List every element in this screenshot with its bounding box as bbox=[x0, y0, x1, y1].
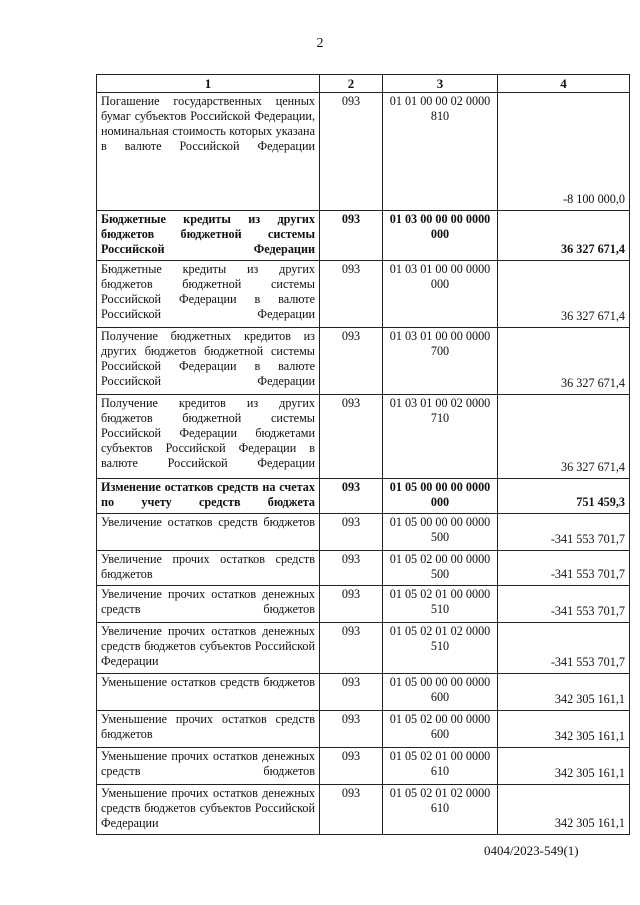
row-classification-code: 01 05 02 01 02 0000 510 bbox=[383, 623, 498, 674]
row-name: Погашение государственных ценных бумаг субъектов Российской Федерации, номинальная стоимость которых указана в валюте Российской Федерации bbox=[97, 93, 320, 211]
row-amount: 36 327 671,4 bbox=[498, 328, 630, 395]
header-col-3: 3 bbox=[383, 75, 498, 93]
row-admin-code: 093 bbox=[320, 514, 383, 551]
row-admin-code: 093 bbox=[320, 674, 383, 711]
row-admin-code: 093 bbox=[320, 93, 383, 211]
row-classification-code: 01 05 00 00 00 0000 500 bbox=[383, 514, 498, 551]
table-row bbox=[97, 785, 630, 835]
row-amount: 342 305 161,1 bbox=[498, 711, 630, 748]
row-classification-code: 01 01 00 00 02 0000 810 bbox=[383, 93, 498, 211]
row-admin-code: 093 bbox=[320, 261, 383, 328]
row-classification-code: 01 05 00 00 00 0000 600 bbox=[383, 674, 498, 711]
table-row bbox=[97, 395, 630, 479]
row-name: Увеличение остатков средств бюджетов bbox=[97, 514, 320, 551]
row-classification-code: 01 03 01 00 00 0000 000 bbox=[383, 261, 498, 328]
page-number: 2 bbox=[316, 36, 324, 51]
table-row bbox=[97, 328, 630, 395]
row-amount: 342 305 161,1 bbox=[498, 674, 630, 711]
row-amount: 342 305 161,1 bbox=[498, 748, 630, 785]
table-row bbox=[97, 711, 630, 748]
table-row bbox=[97, 479, 630, 514]
row-name: Уменьшение прочих остатков средств бюджетов bbox=[97, 711, 320, 748]
row-amount: -341 553 701,7 bbox=[498, 586, 630, 623]
row-name: Увеличение прочих остатков денежных средств бюджетов bbox=[97, 586, 320, 623]
table-row bbox=[97, 623, 630, 674]
row-name: Изменение остатков средств на счетах по учету средств бюджета bbox=[97, 479, 320, 514]
table-row bbox=[97, 748, 630, 785]
row-admin-code: 093 bbox=[320, 711, 383, 748]
row-classification-code: 01 05 02 00 00 0000 500 bbox=[383, 551, 498, 586]
table-row bbox=[97, 261, 630, 328]
row-admin-code: 093 bbox=[320, 748, 383, 785]
row-amount: 36 327 671,4 bbox=[498, 261, 630, 328]
row-amount: 751 459,3 bbox=[498, 479, 630, 514]
table-row bbox=[97, 551, 630, 586]
row-classification-code: 01 05 02 01 00 0000 510 bbox=[383, 586, 498, 623]
header-col-4: 4 bbox=[498, 75, 630, 93]
row-admin-code: 093 bbox=[320, 785, 383, 835]
row-amount: -341 553 701,7 bbox=[498, 551, 630, 586]
row-name: Получение кредитов из других бюджетов бюджетной системы Российской Федерации бюджетами субъектов Российской Федерации в валюте Российской Федерации bbox=[97, 395, 320, 479]
row-amount: 36 327 671,4 bbox=[498, 395, 630, 479]
row-classification-code: 01 05 00 00 00 0000 000 bbox=[383, 479, 498, 514]
row-name: Бюджетные кредиты из других бюджетов бюджетной системы Российской Федерации в валюте Российской Федерации bbox=[97, 261, 320, 328]
row-admin-code: 093 bbox=[320, 328, 383, 395]
row-classification-code: 01 05 02 01 02 0000 610 bbox=[383, 785, 498, 835]
row-name: Получение бюджетных кредитов из других бюджетов бюджетной системы Российской Федерации в валюте Российской Федерации bbox=[97, 328, 320, 395]
row-admin-code: 093 bbox=[320, 211, 383, 261]
row-classification-code: 01 03 01 00 02 0000 710 bbox=[383, 395, 498, 479]
row-admin-code: 093 bbox=[320, 551, 383, 586]
row-name: Уменьшение прочих остатков денежных средств бюджетов субъектов Российской Федерации bbox=[97, 785, 320, 835]
row-name: Увеличение прочих остатков средств бюджетов bbox=[97, 551, 320, 586]
row-amount: -341 553 701,7 bbox=[498, 623, 630, 674]
row-classification-code: 01 03 00 00 00 0000 000 bbox=[383, 211, 498, 261]
table-row bbox=[97, 93, 630, 211]
row-admin-code: 093 bbox=[320, 623, 383, 674]
row-name: Бюджетные кредиты из других бюджетов бюджетной системы Российской Федерации bbox=[97, 211, 320, 261]
row-classification-code: 01 05 02 01 00 0000 610 bbox=[383, 748, 498, 785]
row-classification-code: 01 05 02 00 00 0000 600 bbox=[383, 711, 498, 748]
document-code: 0404/2023-549(1) bbox=[484, 843, 579, 858]
table-body bbox=[97, 93, 630, 835]
row-name: Уменьшение остатков средств бюджетов bbox=[97, 674, 320, 711]
header-col-1: 1 bbox=[97, 75, 320, 93]
row-name: Уменьшение прочих остатков денежных средств бюджетов bbox=[97, 748, 320, 785]
row-admin-code: 093 bbox=[320, 395, 383, 479]
budget-table bbox=[96, 74, 630, 835]
table-row bbox=[97, 674, 630, 711]
row-amount: 342 305 161,1 bbox=[498, 785, 630, 835]
row-name: Увеличение прочих остатков денежных средств бюджетов субъектов Российской Федерации bbox=[97, 623, 320, 674]
row-admin-code: 093 bbox=[320, 586, 383, 623]
table-row bbox=[97, 211, 630, 261]
row-admin-code: 093 bbox=[320, 479, 383, 514]
table-row bbox=[97, 514, 630, 551]
row-amount: -8 100 000,0 bbox=[498, 93, 630, 211]
row-classification-code: 01 03 01 00 00 0000 700 bbox=[383, 328, 498, 395]
row-amount: -341 553 701,7 bbox=[498, 514, 630, 551]
table-row bbox=[97, 586, 630, 623]
table-header-row bbox=[97, 75, 630, 93]
row-amount: 36 327 671,4 bbox=[498, 211, 630, 261]
header-col-2: 2 bbox=[320, 75, 383, 93]
